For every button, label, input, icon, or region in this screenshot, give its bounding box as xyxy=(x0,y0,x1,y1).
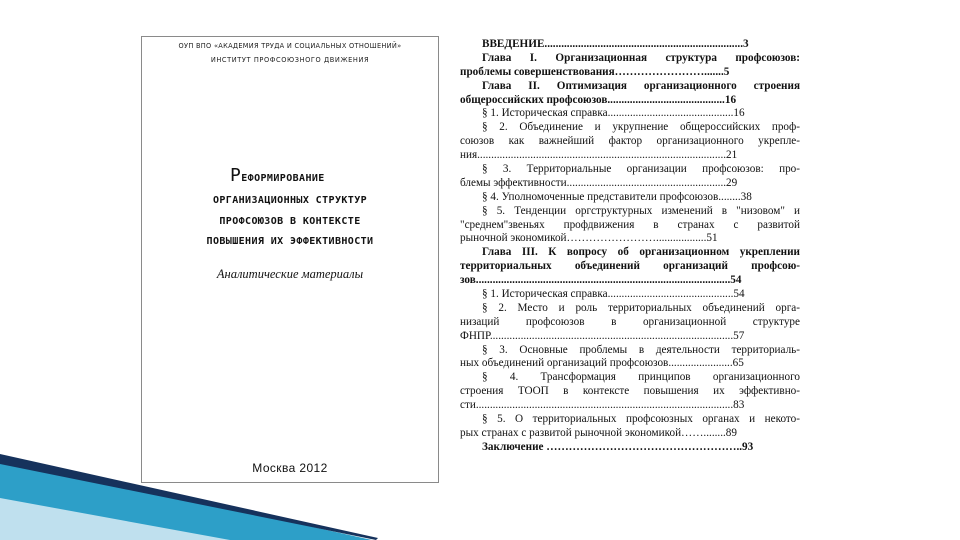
toc-line: сти............................................................................................83 xyxy=(460,399,745,412)
toc-line: ВВЕДЕНИЕ.......................................................................3 xyxy=(482,38,749,50)
toc-line: общероссийских профсоюзов..........................................16 xyxy=(460,93,737,106)
toc-line: территориальных объединений организаций профсою- xyxy=(460,260,800,273)
toc-line: низаций профсоюзов в организационной структуре xyxy=(460,315,800,328)
toc-line: союзов как важнейший фактор организационного укрепле- xyxy=(460,135,800,148)
toc-line: § 4. Уполномоченные представители профсоюзов........38 xyxy=(482,190,752,203)
toc-line: § 4. Трансформация принципов организационного xyxy=(482,371,800,384)
cover-title-rest: ЕФОРМИРОВАНИЕ xyxy=(241,173,325,184)
toc-line: § 1. Историческая справка.............................................54 xyxy=(482,288,745,301)
toc-line: ния.........................................................................................21 xyxy=(460,149,738,162)
toc-line: ФНПР.......................................................................................57 xyxy=(460,329,745,342)
toc-line: § 3. Территориальные организации профсоюзов: про- xyxy=(482,163,800,176)
toc-line: Глава II. Оптимизация организационного строения xyxy=(482,79,800,92)
toc-line: проблемы совершенствования…………………….......5 xyxy=(460,65,730,78)
table-of-contents xyxy=(460,38,800,455)
toc-line: блемы эффективности.........................................................29 xyxy=(460,176,738,189)
toc-line: § 1. Историческая справка.............................................16 xyxy=(482,107,745,120)
toc-line: § 5. О территориальных профсоюзных органах и некото- xyxy=(482,413,800,426)
cover-title-line: ПОВЫШЕНИЯ ИХ ЭФФЕКТИВНОСТИ xyxy=(206,236,374,247)
toc-line: Глава I. Организационная структура профсоюзов: xyxy=(482,51,800,64)
toc-line: "среднем"звеньях профдвижения в странах с развитой xyxy=(460,218,800,231)
toc-line: ных объединений организаций профсоюзов.......................65 xyxy=(460,357,744,370)
cover-title-line: ОРГАНИЗАЦИОННЫХ СТРУКТУР xyxy=(212,195,368,206)
cover-title-initial: Р xyxy=(230,165,242,186)
cover-city-year: Москва 2012 xyxy=(252,461,328,475)
toc-line: Заключение ……………………………………………..93 xyxy=(482,440,754,453)
cover-title-first-word xyxy=(230,165,325,186)
book-cover-page xyxy=(141,36,439,483)
toc-line: рых странах с развитой рыночной экономикой……........89 xyxy=(460,426,737,439)
cover-institute: ИНСТИТУТ ПРОФСОЮЗНОГО ДВИЖЕНИЯ xyxy=(210,56,370,64)
cover-organization: ОУП ВПО «АКАДЕМИЯ ТРУДА И СОЦИАЛЬНЫХ ОТНОШЕНИЙ» xyxy=(178,42,402,50)
toc-line: строения ТООП в контексте повышения их эффективно- xyxy=(460,385,800,398)
cover-title-line: ПРОФСОЮЗОВ В КОНТЕКСТЕ xyxy=(219,216,361,227)
toc-line: зов...........................................................................................54 xyxy=(460,274,742,287)
toc-line: § 5. Тенденции оргструктурных изменений в "низовом" и xyxy=(482,204,800,217)
cover-subtitle: Аналитические материалы xyxy=(216,267,364,281)
toc-line: Глава III. К вопросу об организационном укреплении xyxy=(482,246,800,259)
slide-swoosh-decoration xyxy=(0,440,380,540)
toc-line: § 3. Основные проблемы в деятельности территориаль- xyxy=(482,343,800,356)
toc-line: § 2. Объединение и укрупнение общероссийских проф- xyxy=(482,121,800,134)
toc-line: § 2. Место и роль территориальных объединений орга- xyxy=(482,301,800,314)
toc-line: рыночной экономикой……………………..................51 xyxy=(460,232,718,245)
